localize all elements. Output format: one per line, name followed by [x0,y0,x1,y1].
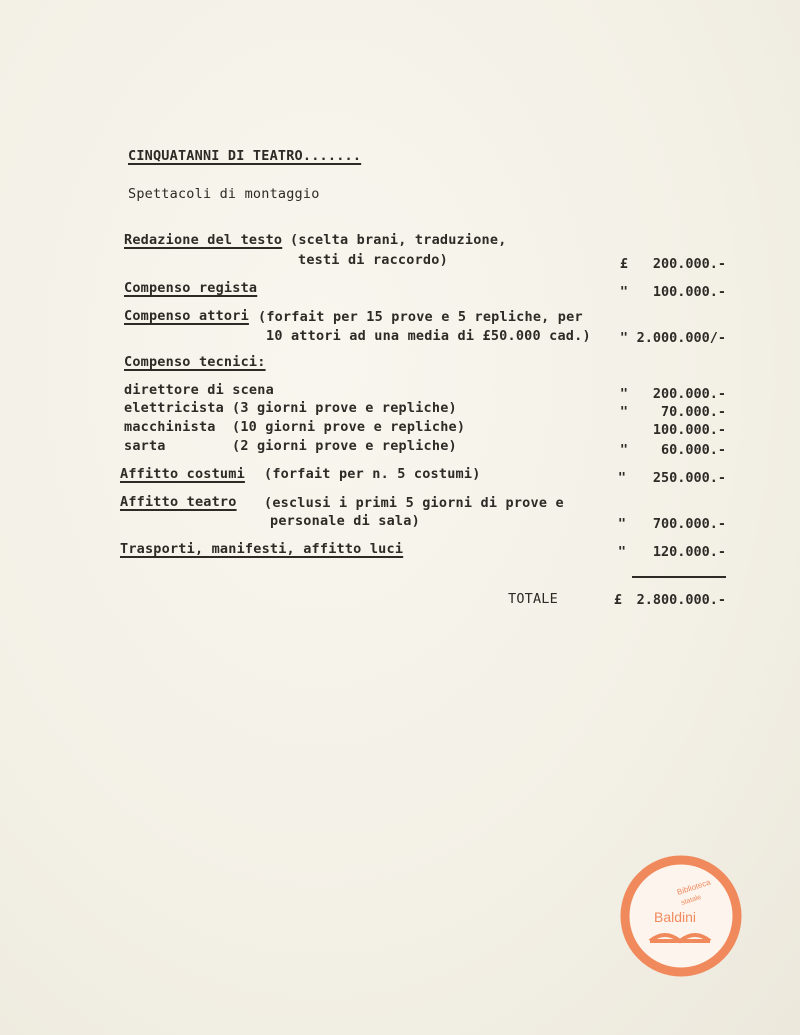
tech-elettricista-mark: " [619,404,629,420]
tech-sarta-role: sarta [124,438,166,454]
tech-sarta-detail: (2 giorni prove e repliche) [232,438,457,454]
tech-macchinista-role: macchinista [124,419,216,435]
item-redazione-mark: £ [619,256,629,272]
extra-trasporti-amount: 120.000.- [652,544,726,560]
tech-macchinista-detail: (10 giorni prove e repliche) [232,419,466,435]
total-amount: 2.800.000.- [636,592,726,608]
tech-direttore-mark: " [619,386,629,402]
total-rule [632,576,726,578]
item-regista-label: Compenso regista [124,280,258,296]
tech-elettricista-detail: (3 giorni prove e repliche) [232,400,457,416]
item-regista-amount: 100.000.- [652,284,726,300]
tech-direttore-role: direttore di scena [124,382,274,398]
extra-trasporti-label: Trasporti, manifesti, affitto luci [120,541,404,557]
extra-teatro-mark: " [617,516,627,532]
item-regista-mark: " [619,284,629,300]
extra-costumi-label: Affitto costumi [120,466,245,482]
extra-costumi-desc: (forfait per n. 5 costumi) [264,466,481,482]
total-mark: £ [613,592,623,608]
item-redazione-amount: 200.000.- [652,256,726,272]
document-subtitle: Spettacoli di montaggio [128,186,320,202]
extra-costumi-amount: 250.000.- [652,470,726,486]
svg-text:Baldini: Baldini [654,909,697,925]
tech-sarta-amount: 60.000.- [660,442,726,458]
item-redazione-desc1: (scelta brani, traduzione, [290,232,507,248]
tech-elettricista-amount: 70.000.- [660,404,726,420]
tech-direttore-amount: 200.000.- [652,386,726,402]
extra-teatro-desc2: personale di sala) [270,513,420,529]
tech-macchinista-amount: 100.000.- [652,422,726,438]
item-attori-label: Compenso attori [124,308,249,324]
extra-teatro-amount: 700.000.- [652,516,726,532]
extra-teatro-label: Affitto teatro [120,494,237,510]
item-attori-desc1: (forfait per 15 prove e 5 repliche, per [258,309,583,325]
item-attori-desc2: 10 attori ad una media di £50.000 cad.) [266,328,591,344]
item-tecnici-label: Compenso tecnici: [124,354,266,370]
svg-text:statale: statale [680,893,703,907]
item-attori-amount: 2.000.000/- [636,330,726,346]
total-label: TOTALE [508,591,558,607]
item-redazione-label: Redazione del testo [124,232,283,248]
tech-elettricista-role: elettricista [124,400,224,416]
extra-teatro-desc1: (esclusi i primi 5 giorni di prove e [264,495,564,511]
extra-costumi-mark: " [617,470,627,486]
document-title: CINQUATANNI DI TEATRO....... [128,148,362,164]
library-stamp-logo [620,855,742,977]
item-attori-mark: " [619,330,629,346]
tech-sarta-mark: " [619,442,629,458]
item-redazione-desc2: testi di raccordo) [298,252,448,268]
extra-trasporti-mark: " [617,544,627,560]
svg-text:Biblioteca: Biblioteca [675,877,712,897]
